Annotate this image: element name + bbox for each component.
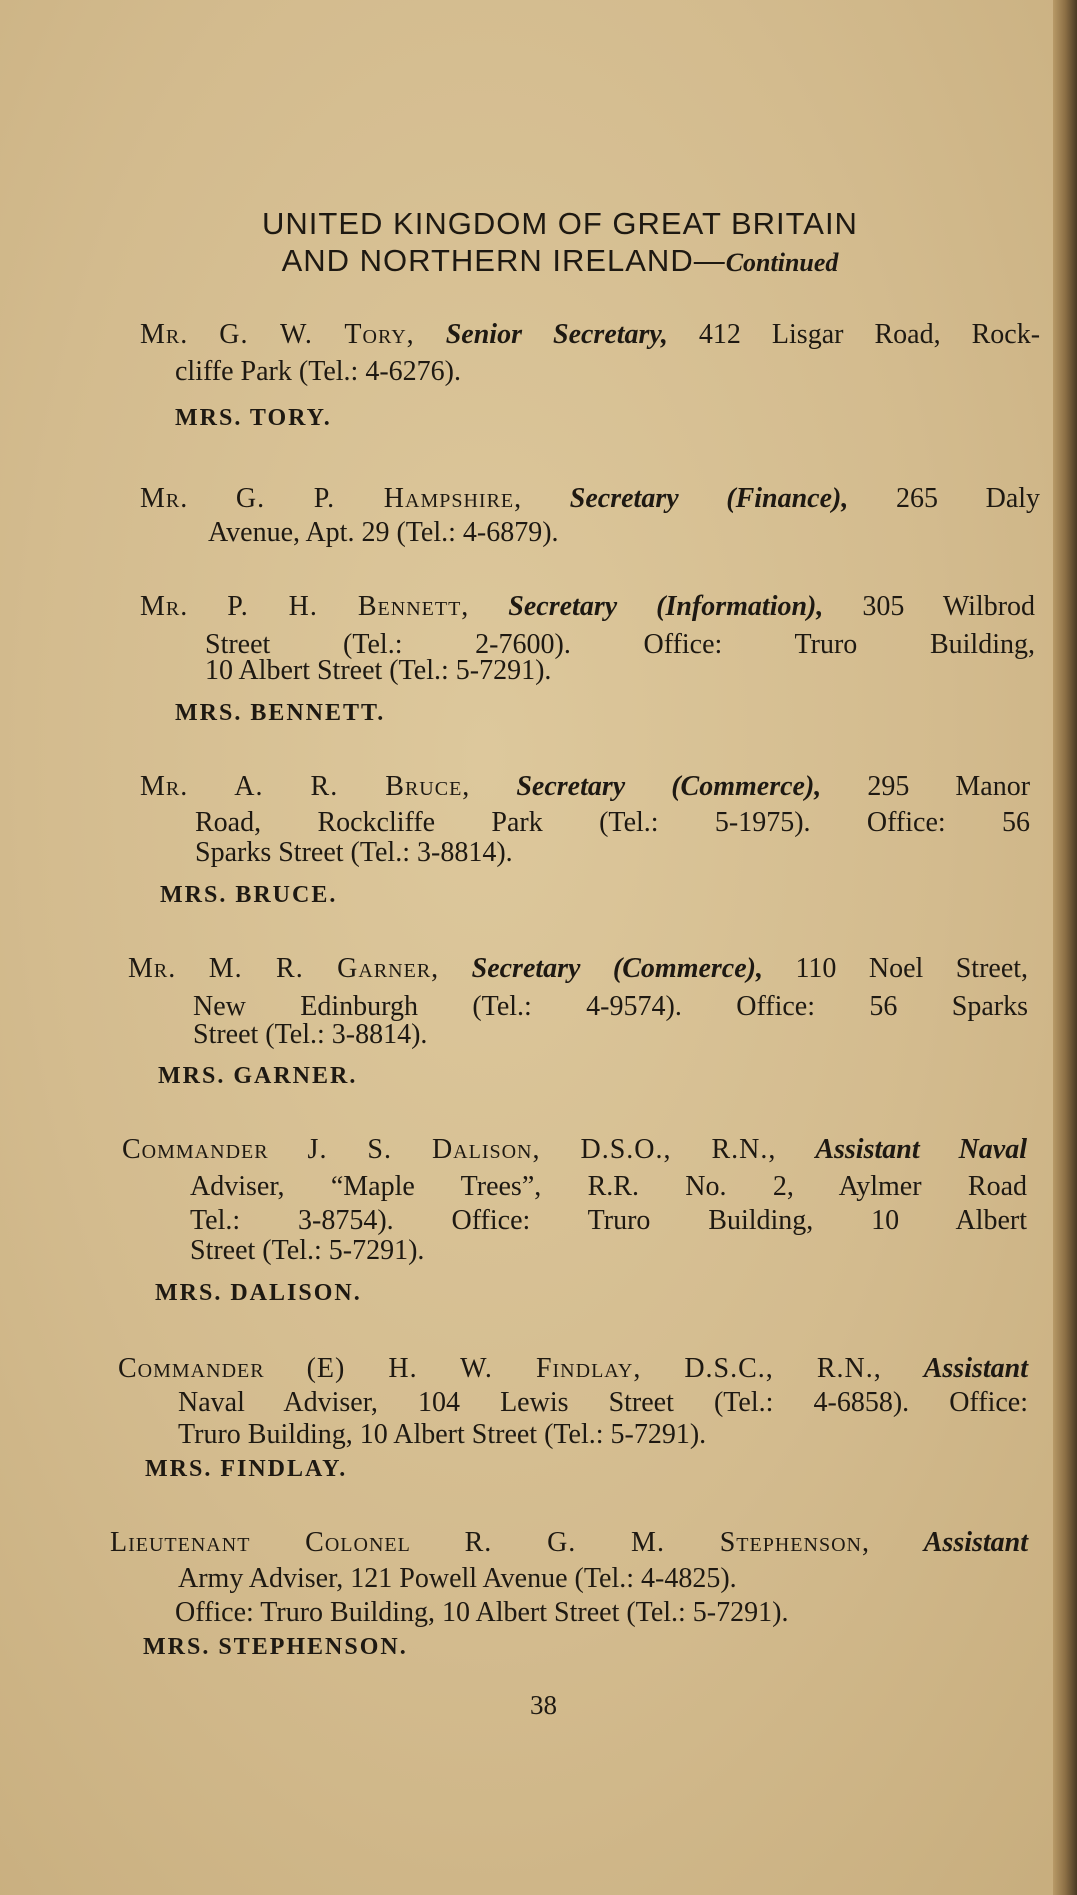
entry-title: Mr. bbox=[128, 953, 177, 984]
entry-title: Commander bbox=[122, 1134, 269, 1165]
heading-continued: Continued bbox=[725, 248, 839, 277]
entry-line: Road, Rockcliffe Park (Tel.: 5-1975). Office: 56 bbox=[195, 807, 1030, 838]
entry-spouse: MRS. BRUCE. bbox=[160, 882, 338, 908]
entry-title: Mr. bbox=[140, 483, 189, 514]
entry-name: P. H. Bennett, bbox=[227, 591, 470, 622]
entry-spouse: MRS. BENNETT. bbox=[175, 700, 386, 726]
entry-role: Secretary (Commerce), bbox=[471, 953, 763, 984]
entry-role: Assistant bbox=[923, 1353, 1029, 1384]
entry-line: Army Adviser, 121 Powell Avenue (Tel.: 4-4825). bbox=[178, 1563, 737, 1594]
entry-name: J. S. Dalison, D.S.O., R.N., bbox=[307, 1134, 777, 1165]
entry-title: Commander bbox=[118, 1353, 265, 1384]
entry-spouse: MRS. TORY. bbox=[175, 405, 332, 431]
heading-line-1: UNITED KINGDOM OF GREAT BRITAIN bbox=[262, 206, 858, 241]
heading-line-2-text: AND NORTHERN IRELAND— bbox=[281, 243, 726, 278]
entry-line: Street (Tel.: 5-7291). bbox=[190, 1235, 425, 1266]
entry-spouse: MRS. STEPHENSON. bbox=[143, 1634, 408, 1660]
entry-first-line bbox=[140, 482, 1040, 516]
entry-name: (E) H. W. Findlay, D.S.C., R.N., bbox=[306, 1353, 882, 1384]
page-edge-shadow bbox=[1053, 0, 1077, 1895]
entry-line: Avenue, Apt. 29 (Tel.: 4-6879). bbox=[208, 517, 559, 548]
entry-line: Sparks Street (Tel.: 3-8814). bbox=[195, 837, 513, 868]
entry-first-line bbox=[140, 770, 1030, 804]
entry-name: R. G. M. Stephenson, bbox=[464, 1527, 870, 1558]
entry-address: 412 Lisgar Road, Rock- bbox=[698, 319, 1041, 350]
entry-role: Assistant bbox=[923, 1527, 1029, 1558]
heading-line-2 bbox=[150, 242, 970, 281]
entry-address: 265 Daly bbox=[895, 483, 1041, 514]
entry-line: cliffe Park (Tel.: 4-6276). bbox=[175, 356, 461, 387]
page-number: 38 bbox=[530, 1690, 557, 1720]
entry-first-line bbox=[140, 590, 1035, 624]
entry-role: Assistant Naval bbox=[815, 1134, 1027, 1165]
entry-line: Office: Truro Building, 10 Albert Street (Tel.: 5-7291). bbox=[175, 1597, 789, 1628]
entry-spouse: MRS. FINDLAY. bbox=[145, 1456, 348, 1482]
section-heading bbox=[150, 205, 970, 281]
entry-line: Naval Adviser, 104 Lewis Street (Tel.: 4-6858). Office: bbox=[178, 1387, 1028, 1418]
entry-first-line bbox=[140, 318, 1040, 352]
entry-title: Lieutenant Colonel bbox=[110, 1527, 411, 1558]
entry-title: Mr. bbox=[140, 771, 189, 802]
entry-line: Truro Building, 10 Albert Street (Tel.: 5-7291). bbox=[178, 1419, 707, 1450]
entry-line: 10 Albert Street (Tel.: 5-7291). bbox=[205, 655, 552, 686]
entry-address: 110 Noel Street, bbox=[795, 953, 1029, 984]
entry-name: M. R. Garner, bbox=[208, 953, 440, 984]
entry-spouse: MRS. GARNER. bbox=[158, 1063, 358, 1089]
entry-role: Senior Secretary, bbox=[445, 319, 668, 350]
entry-first-line bbox=[122, 1133, 1027, 1167]
entry-first-line bbox=[110, 1526, 1028, 1560]
entry-line: Street (Tel.: 3-8814). bbox=[193, 1019, 428, 1050]
entry-name: G. W. Tory, bbox=[219, 319, 415, 350]
entry-name: A. R. Bruce, bbox=[234, 771, 471, 802]
entry-role: Secretary (Commerce), bbox=[516, 771, 822, 802]
entry-spouse: MRS. DALISON. bbox=[155, 1280, 362, 1306]
entry-name: G. P. Hampshire, bbox=[235, 483, 523, 514]
entry-role: Secretary (Finance), bbox=[569, 483, 849, 514]
entry-first-line bbox=[128, 952, 1028, 986]
entry-title: Mr. bbox=[140, 591, 189, 622]
entry-role: Secretary (Information), bbox=[508, 591, 824, 622]
entry-address: 295 Manor bbox=[867, 771, 1031, 802]
entry-line: Tel.: 3-8754). Office: Truro Building, 10 Albert bbox=[190, 1205, 1027, 1236]
entry-address: 305 Wilbrod bbox=[862, 591, 1036, 622]
entry-title: Mr. bbox=[140, 319, 189, 350]
entry-line: Street (Tel.: 2-7600). Office: Truro Building, bbox=[205, 629, 1035, 660]
entry-first-line bbox=[118, 1352, 1028, 1386]
entry-line: Adviser, “Maple Trees”, R.R. No. 2, Aylmer Road bbox=[190, 1171, 1027, 1202]
entry-line: New Edinburgh (Tel.: 4-9574). Office: 56 Sparks bbox=[193, 991, 1028, 1022]
